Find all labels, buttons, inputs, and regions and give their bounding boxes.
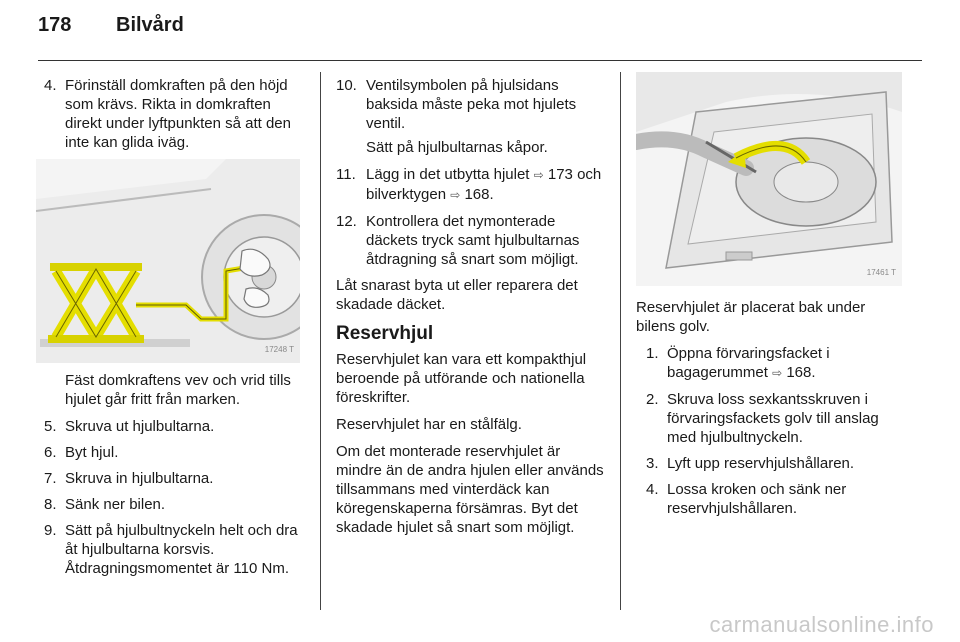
step-10: 10. Ventilsymbolen på hjulsidans baksida måste peka mot hjulets ventil. (336, 77, 577, 132)
ref-arrow-icon: ⇨ (533, 168, 544, 182)
paragraph-compact: Reservhjulet kan vara ett kompakthjul beroende på utförande och nationella föreskrifter. (336, 351, 587, 406)
page-number: 178 (38, 14, 72, 36)
watermark: carmanualsonline.info (709, 612, 934, 637)
step-5: 5. Skruva ut hjulbultarna. (44, 418, 215, 435)
step-9: 9. Sätt på hjulbultnyckeln helt och dra åt hjulbultarna korsvis. Åtdragningsmomentet är 110 Nm. (44, 522, 298, 577)
page-title: Bilvård (116, 14, 184, 36)
jack-crank-icon (36, 159, 300, 363)
page-header (38, 14, 184, 37)
ref-arrow-icon: ⇨ (772, 366, 783, 380)
figure-1-caption: Fäst domkraftens vev och vrid tills hjulet går fritt från marken. (65, 372, 291, 408)
ref-arrow-icon: ⇨ (450, 188, 461, 202)
paragraph-spare-location: Reservhjulet är placerat bak under bilens golv. (636, 299, 866, 335)
step-3: 3. Lyft upp reservhjulshållaren. (646, 455, 855, 472)
paragraph-steel-rim: Reservhjulet har en stålfälg. (336, 416, 522, 433)
paragraph-warning: Om det monterade reservhjulet är mindre än de andra hjulen eller används tillsammans med vinterdäck kan köregenskaperna försämras. Byt det skadade hjulet så snart som möjligt. (336, 443, 604, 536)
figure-id: 17461 T (866, 268, 896, 277)
spare-wheel-illustration (636, 72, 902, 286)
column-2 (336, 76, 604, 545)
step-8: 8. Sänk ner bilen. (44, 496, 166, 513)
header-rule (38, 60, 922, 61)
step-12: 12. Kontrollera det nymonterade däckets tryck samt hjulbultarnas åtdragning så snart som möjligt. (336, 213, 580, 268)
jack-illustration (36, 159, 300, 363)
section-title: Reservhjul (336, 323, 434, 344)
step-4b: 4. Lossa kroken och sänk ner reservhjulshållaren. (646, 481, 847, 517)
step-7: 7. Skruva in hjulbultarna. (44, 470, 214, 487)
step-2: 2. Skruva loss sexkantsskruven i förvaringsfackets golv till anslag med hjulbultnyckeln. (646, 391, 879, 446)
figure-id: 17248 T (264, 345, 294, 354)
step-1: 1. Öppna förvaringsfacket i bagagerummet ⇨ 168. (646, 345, 830, 381)
step-10-sub: Sätt på hjulbultarnas kåpor. (366, 139, 548, 156)
paragraph-repair: Låt snarast byta ut eller reparera det skadade däcket. (336, 277, 578, 313)
column-1 (44, 76, 306, 585)
column-divider-2 (620, 72, 621, 610)
spare-wheel-icon (636, 72, 902, 286)
column-divider-1 (320, 72, 321, 610)
step-4: 4. Förinställ domkraften på den höjd som krävs. Rikta in domkraften direkt under lyftpunkten så att den inte kan glida iväg. (44, 77, 291, 151)
column-3 (636, 72, 904, 525)
step-11: 11. Lägg in det utbytta hjulet ⇨ 173 och bilverktygen ⇨ 168. (336, 166, 602, 203)
step-6: 6. Byt hjul. (44, 444, 119, 461)
